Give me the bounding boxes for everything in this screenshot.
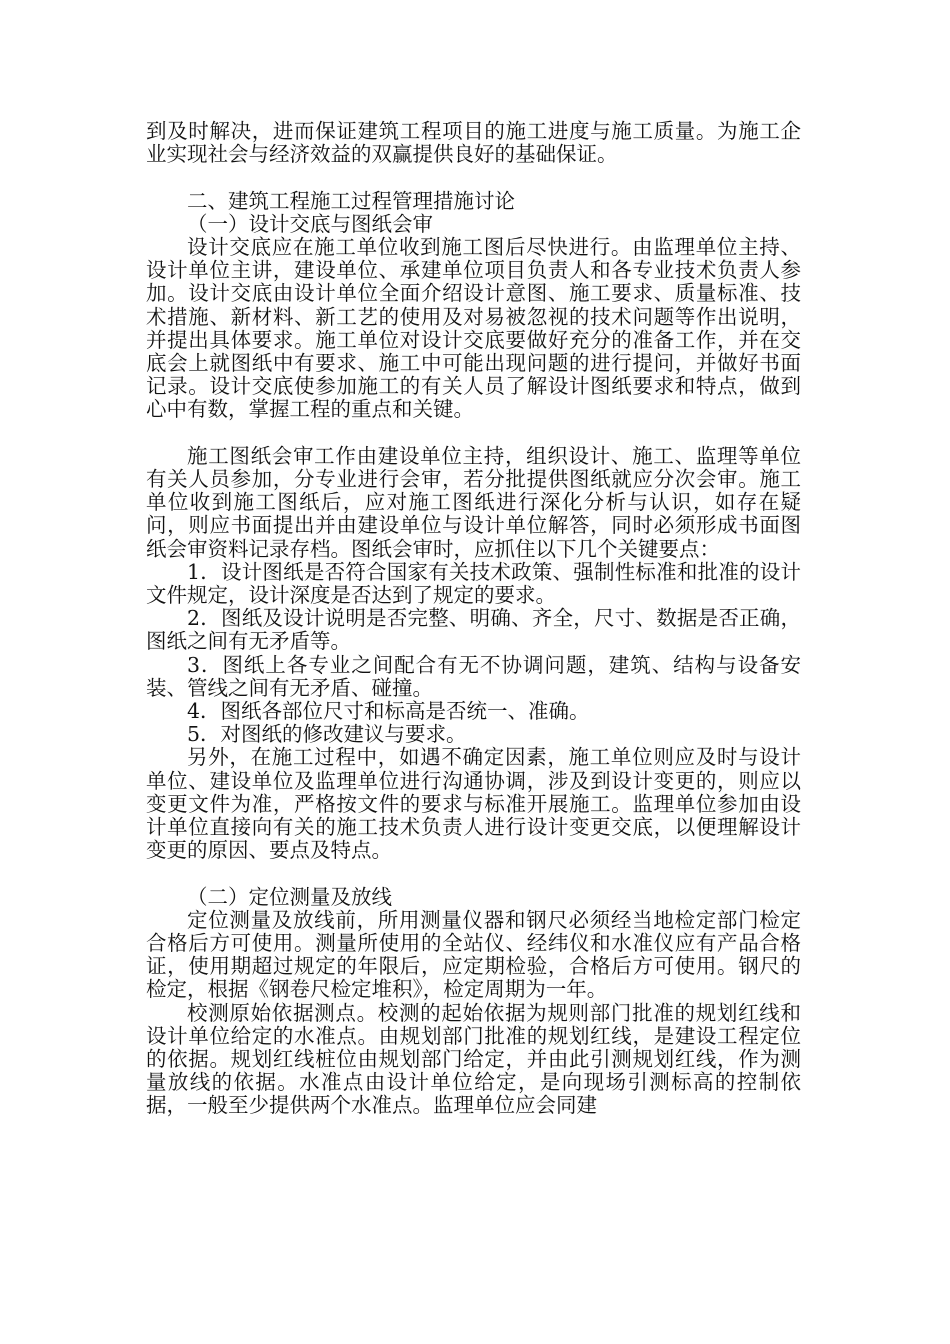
list-item-1: 1．设计图纸是否符合国家有关技术政策、强制性标准和批准的设计文件规定，设计深度是否达到了规定的要求。 <box>146 559 801 608</box>
list-item-2: 2．图纸及设计说明是否完整、明确、齐全，尺寸、数据是否正确，图纸之间有无矛盾等。 <box>146 606 801 654</box>
paragraph-drawing-review: 施工图纸会审工作由建设单位主持，组织设计、施工、监理等单位有关人员参加，分专业进行会审，若分批提供图纸就应分次会审。施工单位收到施工图纸后，应对施工图纸进行深化分析与认识，如存在疑问，则应书面提出并由建设单位与设计单位解答，同时必须形成书面图纸会审资料记录存档。图纸会审时，应抓住以下几个关键要点： <box>146 443 801 561</box>
paragraph-design-change: 另外，在施工过程中，如遇不确定因素，施工单位则应及时与设计单位、建设单位及监理单位进行沟通协调，涉及到设计变更的，则应以变更文件为准，严格按文件的要求与标准开展施工。监理单位参加由设计单位直接向有关的施工技术负责人进行设计变更交底，以便理解设计变更的原因、要点及特点。 <box>146 745 801 863</box>
list-item-4: 4．图纸各部位尺寸和标高是否统一、准确。 <box>187 699 590 724</box>
list-item-3: 3．图纸上各专业之间配合有无不协调问题，建筑、结构与设备安装、管线之间有无矛盾、碰撞。 <box>146 652 801 700</box>
paragraph-survey-instruments: 定位测量及放线前，所用测量仪器和钢尺必须经当地检定部门检定合格后方可使用。测量所使用的全站仪、经纬仪和水准仪应有产品合格证，使用期超过规定的年限后，应定期检验，合格后方可使用。钢尺的检定，根据《钢卷尺检定堆积》，检定周期为一年。 <box>146 907 801 1002</box>
list-item-5: 5．对图纸的修改建议与要求。 <box>187 722 467 747</box>
paragraph-continuation: 到及时解决，进而保证建筑工程项目的施工进度与施工质量。为施工企业实现社会与经济效益的双赢提供良好的基础保证。 <box>146 119 801 167</box>
subsection-heading-2: （二）定位测量及放线 <box>187 884 392 909</box>
paragraph-design-disclosure: 设计交底应在施工单位收到施工图后尽快进行。由监理单位主持、设计单位主讲，建设单位、承建单位项目负责人和各专业技术负责人参加。设计交底由设计单位全面介绍设计意图、施工要求、质量标准、技术措施、新材料、新工艺的使用及对易被忽视的技术问题等作出说明，并提出具体要求。施工单位对设计交底要做好充分的准备工作，并在交底会上就图纸中有要求、施工中可能出现问题的进行提问，并做好书面记录。设计交底使参加施工的有关人员了解设计图纸要求和特点，做到心中有数，掌握工程的重点和关键。 <box>146 235 801 422</box>
paragraph-gap <box>146 422 801 445</box>
document-body <box>146 120 801 1118</box>
paragraph-gap <box>146 166 801 189</box>
paragraph-gap <box>146 862 801 885</box>
subsection-heading-1: （一）设计交底与图纸会审 <box>187 211 433 236</box>
section-heading: 二、建筑工程施工过程管理措施讨论 <box>187 188 515 213</box>
paragraph-reference-points: 校测原始依据测点。校测的起始依据为规则部门批准的规划红线和设计单位给定的水准点。由规划部门批准的规划红线，是建设工程定位的依据。规划红线桩位由规划部门给定，并由此引测规划红线，作为测量放线的依据。水准点由设计单位给定，是向现场引测标高的控制依据，一般至少提供两个水准点。监理单位应会同建 <box>146 1000 801 1118</box>
